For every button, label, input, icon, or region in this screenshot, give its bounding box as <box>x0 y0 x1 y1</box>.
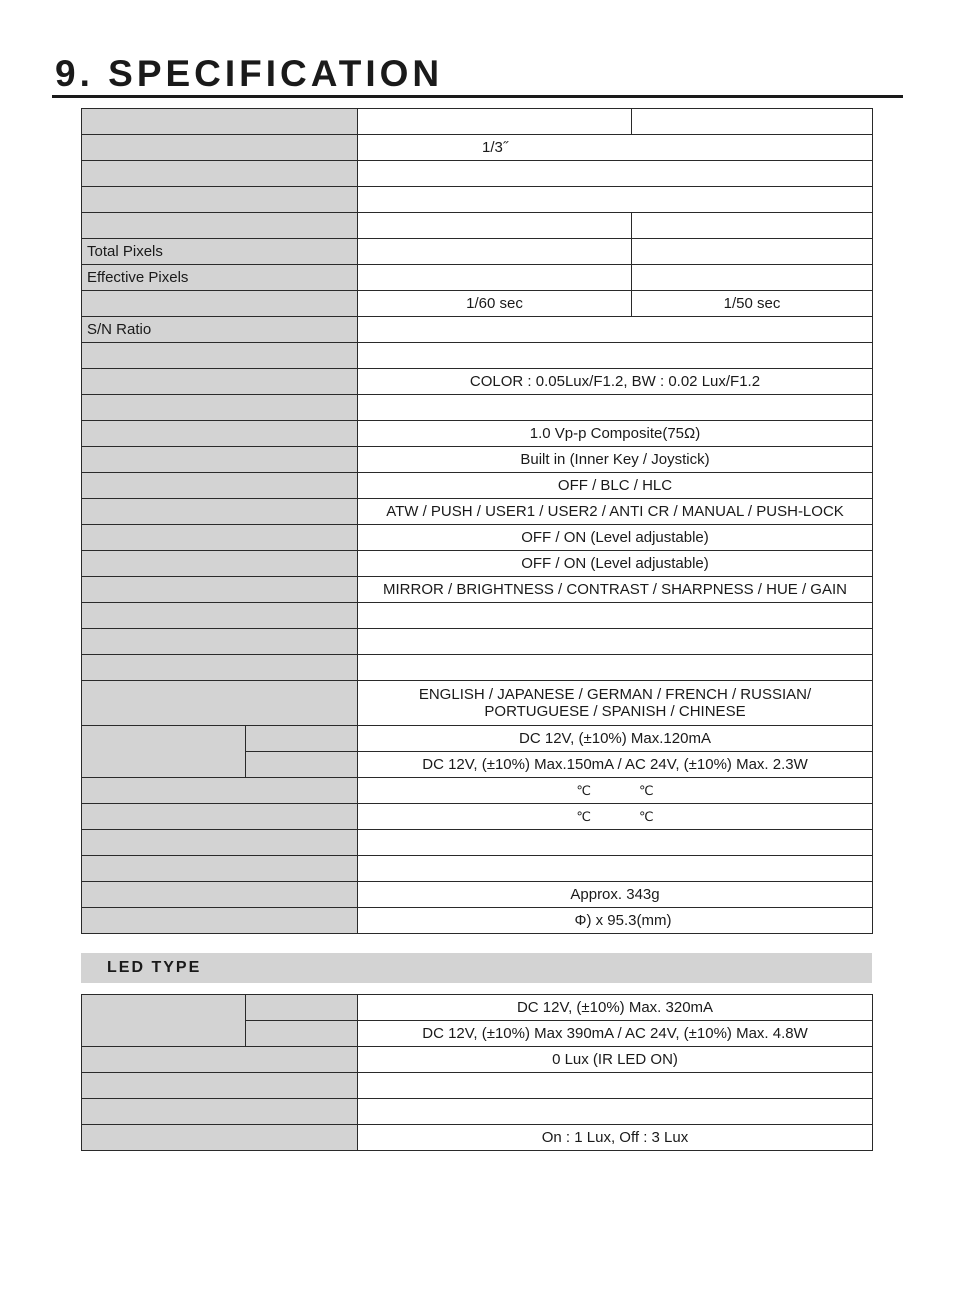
row-value <box>358 1099 873 1125</box>
row-value <box>358 343 873 369</box>
row-label <box>82 421 358 447</box>
table-row <box>82 265 873 291</box>
weight-value: Approx. 343g <box>358 882 873 908</box>
row-label <box>82 1047 358 1073</box>
row-value <box>358 655 873 681</box>
table-row <box>82 187 873 213</box>
image-sensor-value: 1/3˝ <box>358 135 873 161</box>
row-label <box>82 830 358 856</box>
table-row <box>82 109 873 135</box>
table-row <box>82 681 873 726</box>
table-row <box>82 577 873 603</box>
table-row <box>82 804 873 830</box>
osd-value: Built in (Inner Key / Joystick) <box>358 447 873 473</box>
table-row <box>82 726 873 752</box>
row-value <box>358 395 873 421</box>
table-row <box>82 499 873 525</box>
power-dc-label <box>246 726 358 752</box>
table-row <box>82 421 873 447</box>
table-row <box>82 135 873 161</box>
image-adjust-value: MIRROR / BRIGHTNESS / CONTRAST / SHARPNESS / HUE / GAIN <box>358 577 873 603</box>
row-label <box>82 525 358 551</box>
operating-temp-value <box>358 778 873 804</box>
page-title: 9. SPECIFICATION <box>55 53 444 94</box>
table-row <box>82 239 873 265</box>
table-row <box>82 778 873 804</box>
table-row <box>82 343 873 369</box>
row-label <box>82 395 358 421</box>
min-illumination-value: COLOR : 0.05Lux/F1.2, BW : 0.02 Lux/F1.2 <box>358 369 873 395</box>
row-label <box>82 1099 358 1125</box>
level-adjust-value: OFF / ON (Level adjustable) <box>358 551 873 577</box>
table-row <box>82 1099 873 1125</box>
table-row <box>82 1125 873 1151</box>
celsius-symbol: ℃ <box>576 809 591 824</box>
row-value <box>358 1073 873 1099</box>
row-label <box>82 856 358 882</box>
effective-pixels-ntsc <box>358 265 632 291</box>
effective-pixels-pal <box>632 265 873 291</box>
table-row <box>82 1047 873 1073</box>
table-row <box>82 603 873 629</box>
row-label <box>82 655 358 681</box>
power-dc-value: DC 12V, (±10%) Max.120mA <box>358 726 873 752</box>
table-row <box>82 629 873 655</box>
sn-ratio-label: S/N Ratio <box>82 317 358 343</box>
shutter-pal-value: 1/50 sec <box>632 291 873 317</box>
table-row <box>82 317 873 343</box>
level-adjust-value: OFF / ON (Level adjustable) <box>358 525 873 551</box>
row-label <box>82 499 358 525</box>
language-value <box>358 681 873 726</box>
power-dual-value: DC 12V, (±10%) Max.150mA / AC 24V, (±10%) Max. 2.3W <box>358 752 873 778</box>
celsius-symbol: ℃ <box>639 809 654 824</box>
total-pixels-ntsc <box>358 239 632 265</box>
celsius-symbol: ℃ <box>639 783 654 798</box>
white-balance-value: ATW / PUSH / USER1 / USER2 / ANTI CR / MANUAL / PUSH-LOCK <box>358 499 873 525</box>
row-label <box>82 778 358 804</box>
shutter-ntsc-value: 1/60 sec <box>358 291 632 317</box>
celsius-symbol: ℃ <box>576 783 591 798</box>
led-cds-value: On : 1 Lux, Off : 3 Lux <box>358 1125 873 1151</box>
row-label <box>82 187 358 213</box>
total-pixels-pal <box>632 239 873 265</box>
table-row <box>82 213 873 239</box>
dimension-value <box>358 908 873 934</box>
storage-temp-value <box>358 804 873 830</box>
row-label <box>82 135 358 161</box>
power-dual-label <box>246 752 358 778</box>
row-label <box>82 161 358 187</box>
sn-ratio-value <box>358 317 873 343</box>
row-label <box>82 1125 358 1151</box>
row-value <box>358 856 873 882</box>
led-power-dual-value: DC 12V, (±10%) Max 390mA / AC 24V, (±10%) Max. 4.8W <box>358 1021 873 1047</box>
row-label <box>82 291 358 317</box>
table-row <box>82 447 873 473</box>
row-label <box>82 369 358 395</box>
row-label <box>82 804 358 830</box>
row-value <box>358 603 873 629</box>
table-row <box>82 395 873 421</box>
power-label <box>82 726 246 778</box>
row-label <box>82 109 358 135</box>
table-row <box>82 908 873 934</box>
row-value <box>358 161 873 187</box>
table-row <box>82 161 873 187</box>
row-label <box>82 603 358 629</box>
led-spec-table <box>81 994 873 1151</box>
row-value <box>358 629 873 655</box>
video-output-value: 1.0 Vp-p Composite(75Ω) <box>358 421 873 447</box>
row-label <box>82 213 358 239</box>
row-label <box>82 551 358 577</box>
led-power-label <box>82 995 246 1047</box>
row-label <box>82 882 358 908</box>
total-pixels-label: Total Pixels <box>82 239 358 265</box>
row-label <box>82 908 358 934</box>
row-value <box>358 187 873 213</box>
led-power-dc-value: DC 12V, (±10%) Max. 320mA <box>358 995 873 1021</box>
led-power-dc-label <box>246 995 358 1021</box>
row-label <box>82 447 358 473</box>
table-row <box>82 551 873 577</box>
row-label <box>82 681 358 726</box>
table-row <box>82 369 873 395</box>
table-row <box>82 1073 873 1099</box>
led-type-title: LED TYPE <box>107 959 202 976</box>
table-row <box>82 655 873 681</box>
spec-table <box>81 108 873 934</box>
table-row <box>82 525 873 551</box>
table-row <box>82 856 873 882</box>
back-light-value: OFF / BLC / HLC <box>358 473 873 499</box>
row-value <box>358 830 873 856</box>
led-type-section-header <box>81 953 872 983</box>
effective-pixels-label: Effective Pixels <box>82 265 358 291</box>
row-value-ntsc <box>358 109 632 135</box>
row-value-ntsc <box>358 213 632 239</box>
dimension-text: Φ) x 95.3(mm) <box>574 912 672 929</box>
led-power-dual-label <box>246 1021 358 1047</box>
table-row <box>82 291 873 317</box>
table-row <box>82 830 873 856</box>
row-label <box>82 473 358 499</box>
led-min-illumination-value: 0 Lux (IR LED ON) <box>358 1047 873 1073</box>
row-label <box>82 629 358 655</box>
row-label <box>82 577 358 603</box>
title-underline <box>52 95 903 98</box>
row-label <box>82 1073 358 1099</box>
row-value-pal <box>632 109 873 135</box>
row-value-pal <box>632 213 873 239</box>
language-line-1: ENGLISH / JAPANESE / GERMAN / FRENCH / RUSSIAN/ <box>418 686 812 703</box>
language-line-2: PORTUGUESE / SPANISH / CHINESE <box>484 703 746 720</box>
row-label <box>82 343 358 369</box>
table-row <box>82 473 873 499</box>
table-row <box>82 882 873 908</box>
table-row <box>82 995 873 1021</box>
